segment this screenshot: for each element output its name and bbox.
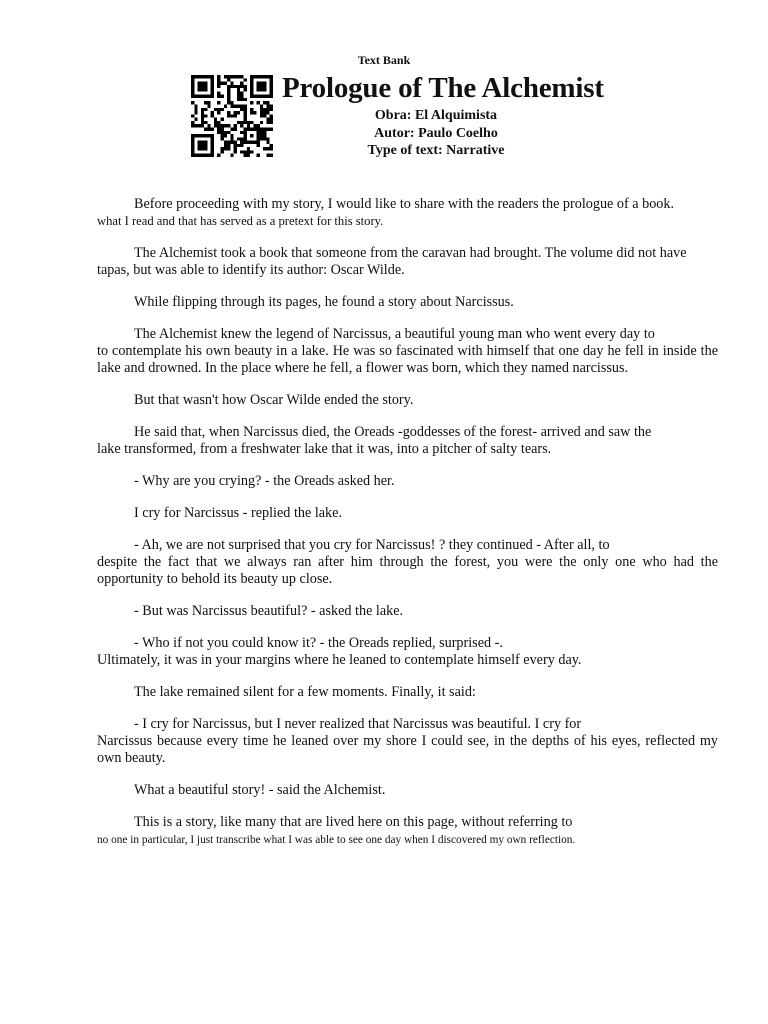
paragraph-rest: no one in particular, I just transcribe what I was able to see one day when I discovered my own reflection. — [97, 834, 576, 846]
paragraph-rest: what I read and that has served as a pretext for this story. — [97, 214, 384, 228]
paragraph — [97, 473, 718, 490]
paragraph — [97, 392, 718, 409]
paragraph — [97, 294, 718, 311]
page-title: Prologue of The Alchemist — [282, 72, 604, 104]
paragraph — [97, 716, 718, 767]
paragraph-rest: Ultimately, it was in your margins where he leaned to contemplate himself every day. — [97, 652, 582, 668]
work-title: Obra: El Alquimista — [374, 108, 498, 123]
paragraph-first-line: The lake remained silent for a few moments. Finally, it said: — [134, 684, 476, 700]
work-author: Autor: Paulo Coelho — [374, 125, 498, 141]
paragraph — [97, 537, 718, 588]
paragraph — [97, 782, 718, 799]
paragraph-first-line: He said that, when Narcissus died, the Oreads -goddesses of the forest- arrived and saw the — [134, 424, 652, 440]
paragraph-rest: tapas, but was able to identify its author: Oscar Wilde. — [97, 262, 405, 278]
paragraph-first-line: Before proceeding with my story, I would like to share with the readers the prologue of a book. — [134, 196, 675, 212]
paragraph — [97, 684, 718, 701]
paragraph — [97, 635, 718, 669]
paragraph-first-line: While flipping through its pages, he found a story about Narcissus. — [134, 294, 514, 310]
paragraph-first-line: But that wasn't how Oscar Wilde ended the story. — [134, 392, 414, 408]
paragraph-first-line: - Ah, we are not surprised that you cry for Narcissus! ? they continued - After all, to — [134, 537, 610, 553]
paragraph-first-line: This is a story, like many that are lived here on this page, without referring to — [134, 814, 573, 830]
paragraph-rest: Narcissus because every time he leaned over my shore I could see, in the depths of his eyes, reflected my own beauty. — [97, 733, 718, 766]
paragraph — [97, 196, 718, 230]
paragraph-first-line: - I cry for Narcissus, but I never realized that Narcissus was beautiful. I cry for — [134, 716, 582, 732]
story-body — [97, 196, 718, 864]
paragraph-first-line: - Who if not you could know it? - the Oreads replied, surprised -. — [134, 635, 503, 651]
paragraph — [97, 424, 718, 458]
paragraph — [97, 245, 718, 279]
paragraph — [97, 326, 718, 377]
paragraph — [97, 814, 718, 849]
paragraph-first-line: What a beautiful story! - said the Alchemist. — [134, 782, 386, 798]
paragraph-rest: lake transformed, from a freshwater lake that it was, into a pitcher of salty tears. — [97, 441, 552, 457]
paragraph-first-line: The Alchemist knew the legend of Narcissus, a beautiful young man who went every day to — [134, 326, 655, 342]
paragraph-rest: despite the fact that we always ran after him through the forest, you were the only one who had the opportunity to behold its beauty up close. — [97, 554, 718, 587]
qr-code-icon — [191, 75, 273, 157]
paragraph-rest: to contemplate his own beauty in a lake. He was so fascinated with himself that one day he fell in inside the lake and drowned. In the place where he fell, a flower was born, which they named narcissus. — [97, 343, 718, 376]
paragraph — [97, 603, 718, 620]
work-metadata — [336, 107, 536, 160]
paragraph — [97, 505, 718, 522]
paragraph-first-line: I cry for Narcissus - replied the lake. — [134, 505, 342, 521]
paragraph-first-line: - But was Narcissus beautiful? - asked the lake. — [134, 603, 404, 619]
text-type: Type of text: Narrative — [367, 143, 505, 158]
paragraph-first-line: The Alchemist took a book that someone from the caravan had brought. The volume did not have — [134, 245, 687, 261]
paragraph-first-line: - Why are you crying? - the Oreads asked her. — [134, 473, 395, 489]
bank-label: Text Bank — [357, 53, 411, 67]
